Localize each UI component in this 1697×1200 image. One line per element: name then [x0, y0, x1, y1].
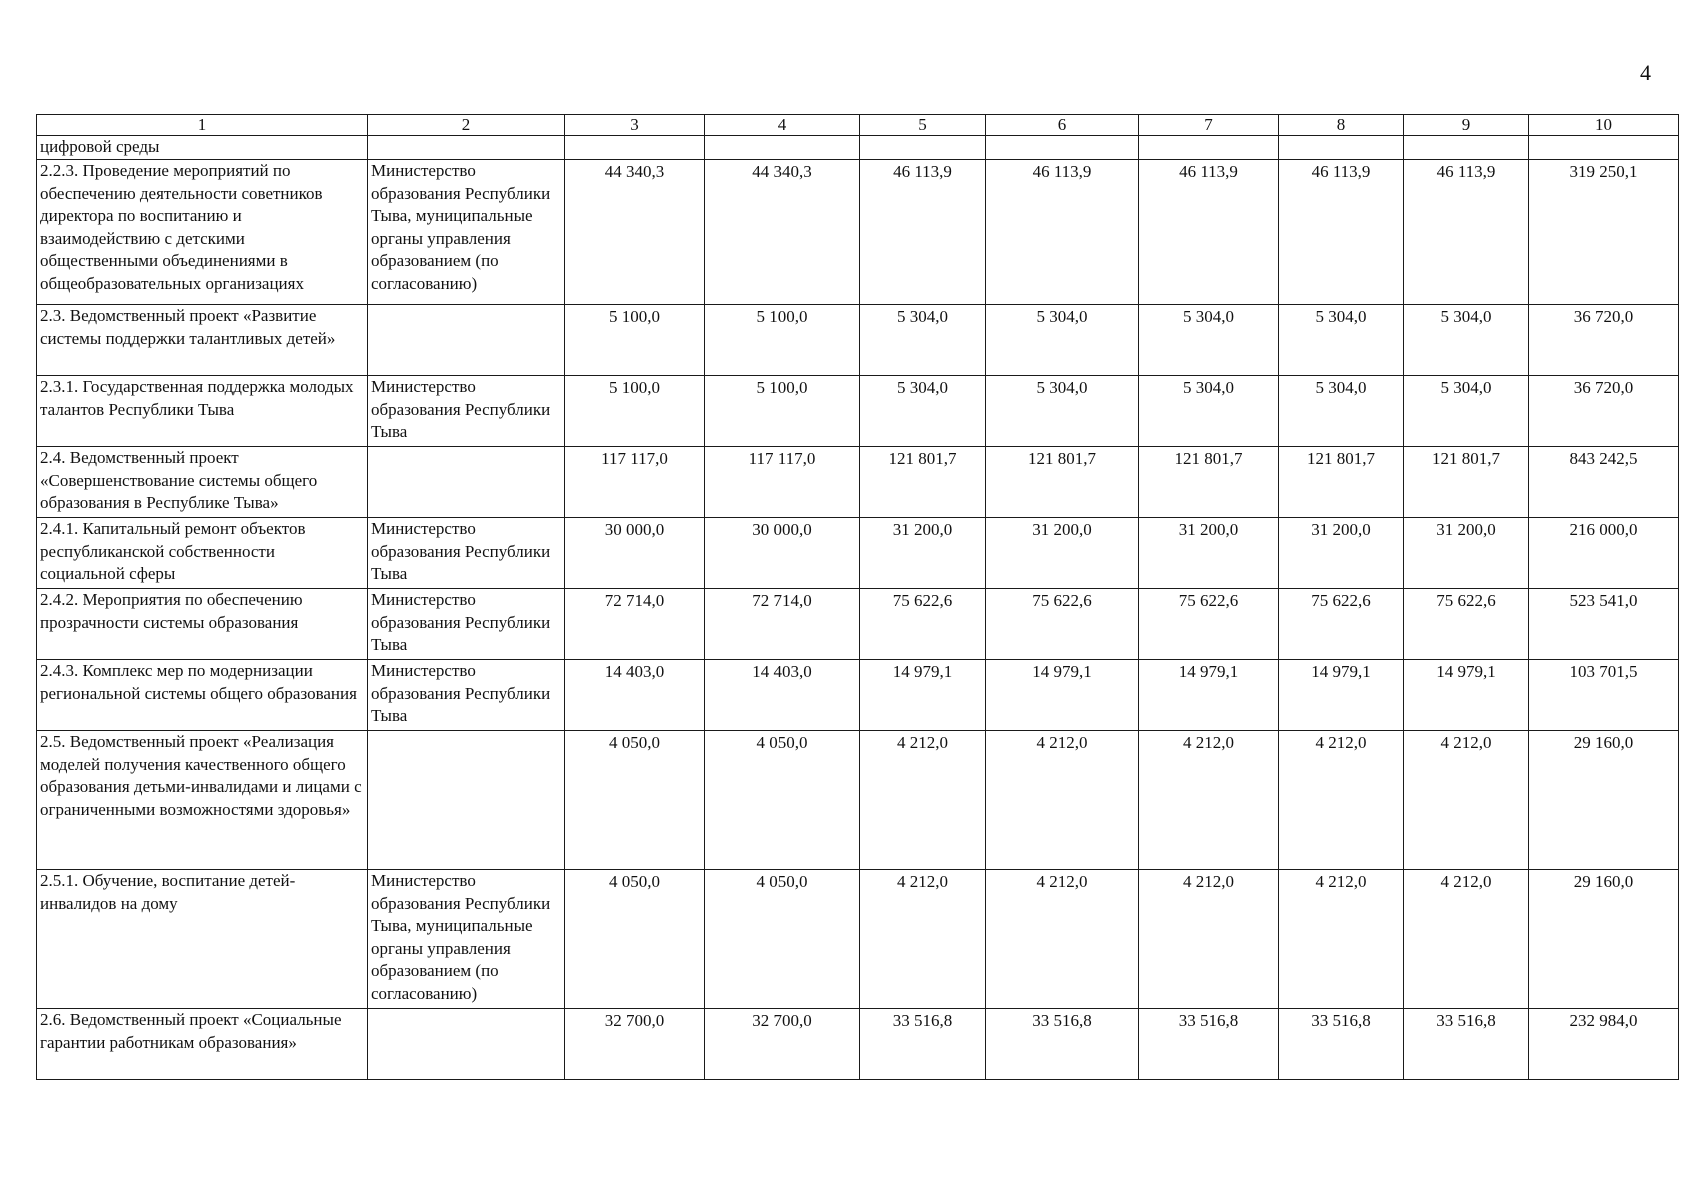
value-cell: 14 979,1 [860, 660, 986, 731]
value-cell: 30 000,0 [705, 518, 860, 589]
value-cell: 75 622,6 [860, 589, 986, 660]
value-cell: 4 050,0 [705, 870, 860, 1009]
activity-name: 2.4.3. Комплекс мер по модернизации региональной системы общего образования [37, 660, 368, 731]
value-cell: 4 050,0 [705, 731, 860, 870]
table-row [37, 589, 1679, 660]
activity-name: 2.4.1. Капитальный ремонт объектов республиканской собственности социальной сферы [37, 518, 368, 589]
value-cell: 31 200,0 [860, 518, 986, 589]
value-cell: 5 304,0 [1139, 305, 1279, 376]
value-cell: 14 403,0 [565, 660, 705, 731]
total-cell: 36 720,0 [1529, 305, 1679, 376]
responsible-executor: Министерство образования Республики Тыва [368, 376, 565, 447]
value-cell: 4 212,0 [1404, 731, 1529, 870]
value-cell: 5 304,0 [986, 305, 1139, 376]
value-cell: 121 801,7 [986, 447, 1139, 518]
value-cell: 5 100,0 [565, 376, 705, 447]
column-number: 9 [1404, 115, 1529, 136]
value-cell: 121 801,7 [1139, 447, 1279, 518]
value-cell: 14 979,1 [986, 660, 1139, 731]
activity-name: 2.4. Ведомственный проект «Совершенствование системы общего образования в Республике Тыва» [37, 447, 368, 518]
value-cell: 46 113,9 [986, 160, 1139, 305]
responsible-executor: Министерство образования Республики Тыва, муниципальные органы управления образованием (по согласованию) [368, 160, 565, 305]
responsible-executor: Министерство образования Республики Тыва, муниципальные органы управления образованием (по согласованию) [368, 870, 565, 1009]
value-cell: 5 304,0 [860, 305, 986, 376]
value-cell: 5 100,0 [565, 305, 705, 376]
value-cell: 117 117,0 [565, 447, 705, 518]
value-cell: 121 801,7 [1279, 447, 1404, 518]
value-cell: 4 212,0 [860, 870, 986, 1009]
table-row [37, 731, 1679, 870]
value-cell: 5 304,0 [1404, 376, 1529, 447]
value-cell: 14 979,1 [1404, 660, 1529, 731]
empty-cell [1139, 136, 1279, 160]
activity-name: 2.5.1. Обучение, воспитание детей-инвалидов на дому [37, 870, 368, 1009]
table-row [37, 870, 1679, 1009]
empty-cell [368, 136, 565, 160]
value-cell: 4 212,0 [986, 731, 1139, 870]
value-cell: 33 516,8 [1404, 1009, 1529, 1080]
value-cell: 5 100,0 [705, 305, 860, 376]
responsible-executor [368, 1009, 565, 1080]
column-number: 8 [1279, 115, 1404, 136]
value-cell: 72 714,0 [705, 589, 860, 660]
value-cell: 4 212,0 [1279, 870, 1404, 1009]
value-cell: 5 304,0 [1279, 376, 1404, 447]
responsible-executor: Министерство образования Республики Тыва [368, 660, 565, 731]
value-cell: 33 516,8 [860, 1009, 986, 1080]
total-cell: 843 242,5 [1529, 447, 1679, 518]
total-cell: 216 000,0 [1529, 518, 1679, 589]
table-row [37, 660, 1679, 731]
total-cell: 523 541,0 [1529, 589, 1679, 660]
table-row [37, 160, 1679, 305]
value-cell: 30 000,0 [565, 518, 705, 589]
continuation-row [37, 136, 1679, 160]
total-cell: 29 160,0 [1529, 731, 1679, 870]
value-cell: 121 801,7 [860, 447, 986, 518]
table-row [37, 447, 1679, 518]
responsible-executor [368, 305, 565, 376]
total-cell: 319 250,1 [1529, 160, 1679, 305]
column-number: 2 [368, 115, 565, 136]
empty-cell [986, 136, 1139, 160]
value-cell: 5 304,0 [1279, 305, 1404, 376]
value-cell: 46 113,9 [1404, 160, 1529, 305]
value-cell: 14 979,1 [1139, 660, 1279, 731]
value-cell: 75 622,6 [1279, 589, 1404, 660]
column-number: 7 [1139, 115, 1279, 136]
value-cell: 5 304,0 [860, 376, 986, 447]
empty-cell [1279, 136, 1404, 160]
value-cell: 31 200,0 [1404, 518, 1529, 589]
value-cell: 75 622,6 [1139, 589, 1279, 660]
budget-table [36, 114, 1679, 1080]
column-number: 6 [986, 115, 1139, 136]
column-number: 10 [1529, 115, 1679, 136]
value-cell: 44 340,3 [565, 160, 705, 305]
responsible-executor [368, 731, 565, 870]
value-cell: 33 516,8 [986, 1009, 1139, 1080]
empty-cell [565, 136, 705, 160]
value-cell: 4 050,0 [565, 870, 705, 1009]
value-cell: 33 516,8 [1139, 1009, 1279, 1080]
activity-name: 2.3. Ведомственный проект «Развитие системы поддержки талантливых детей» [37, 305, 368, 376]
column-number: 1 [37, 115, 368, 136]
empty-cell [1404, 136, 1529, 160]
value-cell: 117 117,0 [705, 447, 860, 518]
value-cell: 14 403,0 [705, 660, 860, 731]
value-cell: 4 212,0 [1139, 731, 1279, 870]
empty-cell [1529, 136, 1679, 160]
responsible-executor: Министерство образования Республики Тыва [368, 518, 565, 589]
total-cell: 232 984,0 [1529, 1009, 1679, 1080]
value-cell: 4 212,0 [1139, 870, 1279, 1009]
column-number: 5 [860, 115, 986, 136]
value-cell: 31 200,0 [986, 518, 1139, 589]
value-cell: 5 304,0 [1404, 305, 1529, 376]
value-cell: 5 100,0 [705, 376, 860, 447]
value-cell: 46 113,9 [1139, 160, 1279, 305]
activity-name: 2.6. Ведомственный проект «Социальные гарантии работникам образования» [37, 1009, 368, 1080]
value-cell: 33 516,8 [1279, 1009, 1404, 1080]
value-cell: 31 200,0 [1139, 518, 1279, 589]
activity-name: 2.3.1. Государственная поддержка молодых талантов Республики Тыва [37, 376, 368, 447]
value-cell: 31 200,0 [1279, 518, 1404, 589]
continuation-text: цифровой среды [37, 136, 368, 160]
value-cell: 46 113,9 [860, 160, 986, 305]
empty-cell [860, 136, 986, 160]
table-row [37, 305, 1679, 376]
page-number: 4 [1640, 60, 1651, 85]
table-row [37, 1009, 1679, 1080]
value-cell: 4 050,0 [565, 731, 705, 870]
column-number-row [37, 115, 1679, 136]
value-cell: 32 700,0 [705, 1009, 860, 1080]
column-number: 3 [565, 115, 705, 136]
value-cell: 5 304,0 [986, 376, 1139, 447]
column-number: 4 [705, 115, 860, 136]
activity-name: 2.2.3. Проведение мероприятий по обеспечению деятельности советников директора по воспитанию и взаимодействию с детскими общественными объединениями в общеобразовательных организациях [37, 160, 368, 305]
value-cell: 32 700,0 [565, 1009, 705, 1080]
total-cell: 103 701,5 [1529, 660, 1679, 731]
responsible-executor: Министерство образования Республики Тыва [368, 589, 565, 660]
value-cell: 46 113,9 [1279, 160, 1404, 305]
table-row [37, 376, 1679, 447]
value-cell: 75 622,6 [986, 589, 1139, 660]
value-cell: 72 714,0 [565, 589, 705, 660]
table-row [37, 518, 1679, 589]
value-cell: 5 304,0 [1139, 376, 1279, 447]
value-cell: 14 979,1 [1279, 660, 1404, 731]
value-cell: 4 212,0 [986, 870, 1139, 1009]
value-cell: 121 801,7 [1404, 447, 1529, 518]
empty-cell [705, 136, 860, 160]
activity-name: 2.5. Ведомственный проект «Реализация моделей получения качественного общего образования детьми-инвалидами и лицами с ограниченными возможностями здоровья» [37, 731, 368, 870]
responsible-executor [368, 447, 565, 518]
value-cell: 75 622,6 [1404, 589, 1529, 660]
value-cell: 44 340,3 [705, 160, 860, 305]
total-cell: 36 720,0 [1529, 376, 1679, 447]
value-cell: 4 212,0 [860, 731, 986, 870]
value-cell: 4 212,0 [1404, 870, 1529, 1009]
total-cell: 29 160,0 [1529, 870, 1679, 1009]
value-cell: 4 212,0 [1279, 731, 1404, 870]
activity-name: 2.4.2. Мероприятия по обеспечению прозрачности системы образования [37, 589, 368, 660]
